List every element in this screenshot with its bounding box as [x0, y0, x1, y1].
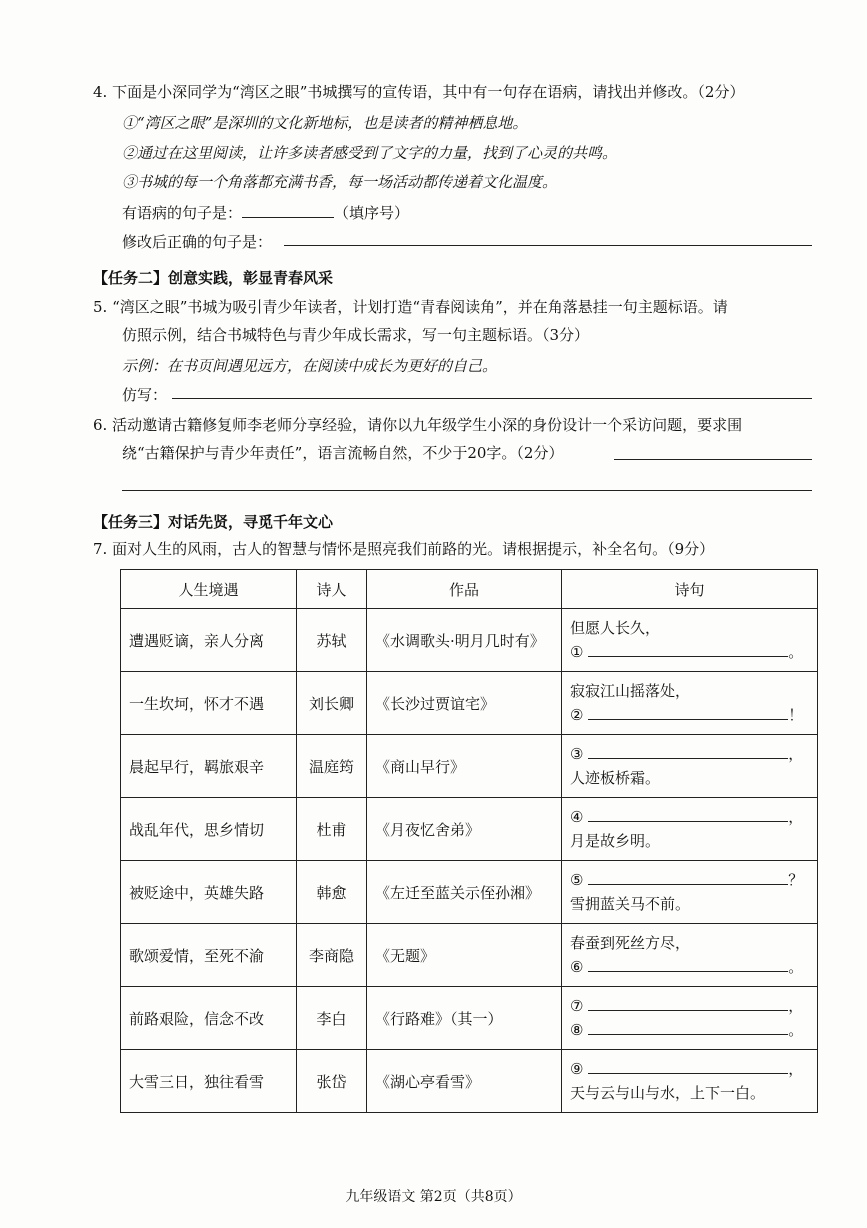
cell-work: 《湖心亭看雪》: [367, 1050, 562, 1113]
table-row: [121, 924, 818, 987]
cell-work: 《长沙过贾谊宅》: [367, 672, 562, 735]
cell-poet: 刘长卿: [297, 672, 367, 735]
poems-table: [120, 569, 818, 1113]
cell-situation: 遭遇贬谪，亲人分离: [121, 609, 297, 672]
verse-blank-4[interactable]: [588, 807, 788, 822]
cell-work: 《左迁至蓝关示侄孙湘》: [367, 861, 562, 924]
task3-title: 【任务三】对话先贤，寻觅千年文心: [93, 513, 334, 531]
q4-sentence-2: ②通过在这里阅读，让许多读者感受到了文字的力量，找到了心灵的共鸣。: [122, 144, 618, 162]
q4-fix-label: 修改后正确的句子是：: [122, 233, 273, 251]
verse-blank-6[interactable]: [588, 957, 788, 972]
verse-blank-9[interactable]: [588, 1059, 788, 1074]
cell-work: 《无题》: [367, 924, 562, 987]
cell-situation: 大雪三日，独往看雪: [121, 1050, 297, 1113]
cell-verse: [562, 735, 818, 798]
cell-poet: 苏轼: [297, 609, 367, 672]
punctuation: 。: [788, 643, 804, 661]
verse-blank-line: [570, 955, 817, 979]
cell-verse: [562, 987, 818, 1050]
cell-work: 《月夜忆舍弟》: [367, 798, 562, 861]
q4-sentence-1: ①“湾区之眼”是深圳的文化新地标，也是读者的精神栖息地。: [122, 114, 528, 132]
q5-line-1: 5. “湾区之眼”书城为吸引青少年读者，计划打造“青春阅读角”，并在角落悬挂一句主题标语。请: [93, 298, 728, 316]
cell-work: 《商山早行》: [367, 735, 562, 798]
verse-line: 雪拥蓝关马不前。: [570, 895, 691, 913]
header-work: 作品: [367, 570, 562, 609]
header-verse: 诗句: [562, 570, 818, 609]
cell-verse: [562, 924, 818, 987]
q6-answer-blank-1[interactable]: [614, 459, 812, 460]
table-row: [121, 987, 818, 1050]
table-row: [121, 798, 818, 861]
q6-line-2: 绕“古籍保护与青少年责任”，语言流畅自然，不少于20字。（2分）: [122, 444, 564, 462]
q5-example: 示例：在书页间遇见远方，在阅读中成长为更好的自己。: [122, 357, 498, 375]
header-poet: 诗人: [297, 570, 367, 609]
cell-verse: [562, 798, 818, 861]
blank-number: ④: [570, 808, 584, 826]
q4-wrong-row: [122, 203, 409, 223]
punctuation: ，: [788, 997, 804, 1015]
table-row: [121, 735, 818, 798]
blank-number: ⑧: [570, 1021, 584, 1039]
cell-poet: 韩愈: [297, 861, 367, 924]
verse-blank-line: [570, 640, 817, 664]
q4-wrong-blank[interactable]: [242, 203, 334, 218]
verse-blank-line: [570, 1018, 817, 1042]
page-footer: 九年级语文 第2页（共8页）: [345, 1189, 522, 1205]
q4-wrong-hint: （填序号）: [334, 204, 410, 222]
verse-blank-8[interactable]: [588, 1020, 788, 1035]
cell-situation: 歌颂爱情，至死不渝: [121, 924, 297, 987]
q7-stem: 7. 面对人生的风雨，古人的智慧与情怀是照亮我们前路的光。请根据提示，补全名句。（9分）: [93, 540, 715, 558]
blank-number: ⑤: [570, 871, 584, 889]
table-row: [121, 609, 818, 672]
task2-title: 【任务二】创意实践，彰显青春风采: [93, 269, 334, 287]
blank-number: ⑥: [570, 958, 584, 976]
verse-blank-line: [570, 742, 817, 766]
cell-situation: 一生坎坷，怀才不遇: [121, 672, 297, 735]
verse-blank-line: [570, 868, 817, 892]
table-row: [121, 672, 818, 735]
cell-work: 《水调歌头·明月几时有》: [367, 609, 562, 672]
cell-situation: 被贬途中，英雄失路: [121, 861, 297, 924]
verse-blank-line: [570, 1057, 817, 1081]
punctuation: 。: [788, 1021, 804, 1039]
q6-line-1: 6. 活动邀请古籍修复师李老师分享经验，请你以九年级学生小深的身份设计一个采访问题，要求围: [93, 416, 743, 434]
cell-work: 《行路难》（其一）: [367, 987, 562, 1050]
cell-verse: [562, 1050, 818, 1113]
blank-number: ⑦: [570, 997, 584, 1015]
blank-number: ②: [570, 706, 584, 724]
table-header-row: [121, 570, 818, 609]
cell-situation: 前路艰险，信念不改: [121, 987, 297, 1050]
verse-line: 但愿人长久，: [570, 619, 661, 637]
cell-situation: 战乱年代，思乡情切: [121, 798, 297, 861]
cell-situation: 晨起早行，羁旅艰辛: [121, 735, 297, 798]
table-row: [121, 1050, 818, 1113]
verse-line: 人迹板桥霜。: [570, 769, 661, 787]
q4-fix-blank[interactable]: [284, 245, 812, 246]
punctuation: ！: [788, 706, 804, 724]
table-row: [121, 861, 818, 924]
verse-blank-3[interactable]: [588, 744, 788, 759]
verse-blank-line: [570, 703, 817, 727]
verse-blank-2[interactable]: [588, 705, 788, 720]
verse-line: 春蚕到死丝方尽，: [570, 934, 691, 952]
blank-number: ③: [570, 745, 584, 763]
q4-wrong-label: 有语病的句子是：: [122, 204, 243, 222]
q4-sentence-3: ③书城的每一个角落都充满书香，每一场活动都传递着文化温度。: [122, 173, 558, 191]
q5-imitate-label: 仿写：: [122, 386, 168, 404]
cell-verse: [562, 672, 818, 735]
cell-poet: 李白: [297, 987, 367, 1050]
verse-blank-5[interactable]: [588, 870, 788, 885]
header-situation: 人生境遇: [121, 570, 297, 609]
blank-number: ⑨: [570, 1060, 584, 1078]
verse-blank-7[interactable]: [588, 996, 788, 1011]
punctuation: 。: [788, 958, 804, 976]
punctuation: ？: [788, 871, 804, 889]
cell-verse: [562, 861, 818, 924]
cell-poet: 温庭筠: [297, 735, 367, 798]
cell-poet: 杜甫: [297, 798, 367, 861]
verse-line: 寂寂江山摇落处，: [570, 682, 691, 700]
q5-imitate-blank[interactable]: [172, 398, 812, 399]
verse-line: 月是故乡明。: [570, 832, 661, 850]
blank-number: ①: [570, 643, 584, 661]
q4-stem: 4. 下面是小深同学为“湾区之眼”书城撰写的宣传语，其中有一句存在语病，请找出并修改。（2分）: [93, 83, 745, 101]
punctuation: ，: [788, 1060, 804, 1078]
punctuation: ，: [788, 745, 804, 763]
verse-line: 天与云与山与水，上下一白。: [570, 1084, 766, 1102]
q5-line-2: 仿照示例，结合书城特色与青少年成长需求，写一句主题标语。（3分）: [122, 326, 590, 344]
cell-poet: 李商隐: [297, 924, 367, 987]
cell-poet: 张岱: [297, 1050, 367, 1113]
q6-answer-blank-2[interactable]: [122, 490, 812, 491]
verse-blank-line: [570, 994, 817, 1018]
verse-blank-1[interactable]: [588, 642, 788, 657]
cell-verse: [562, 609, 818, 672]
verse-blank-line: [570, 805, 817, 829]
punctuation: ，: [788, 808, 804, 826]
